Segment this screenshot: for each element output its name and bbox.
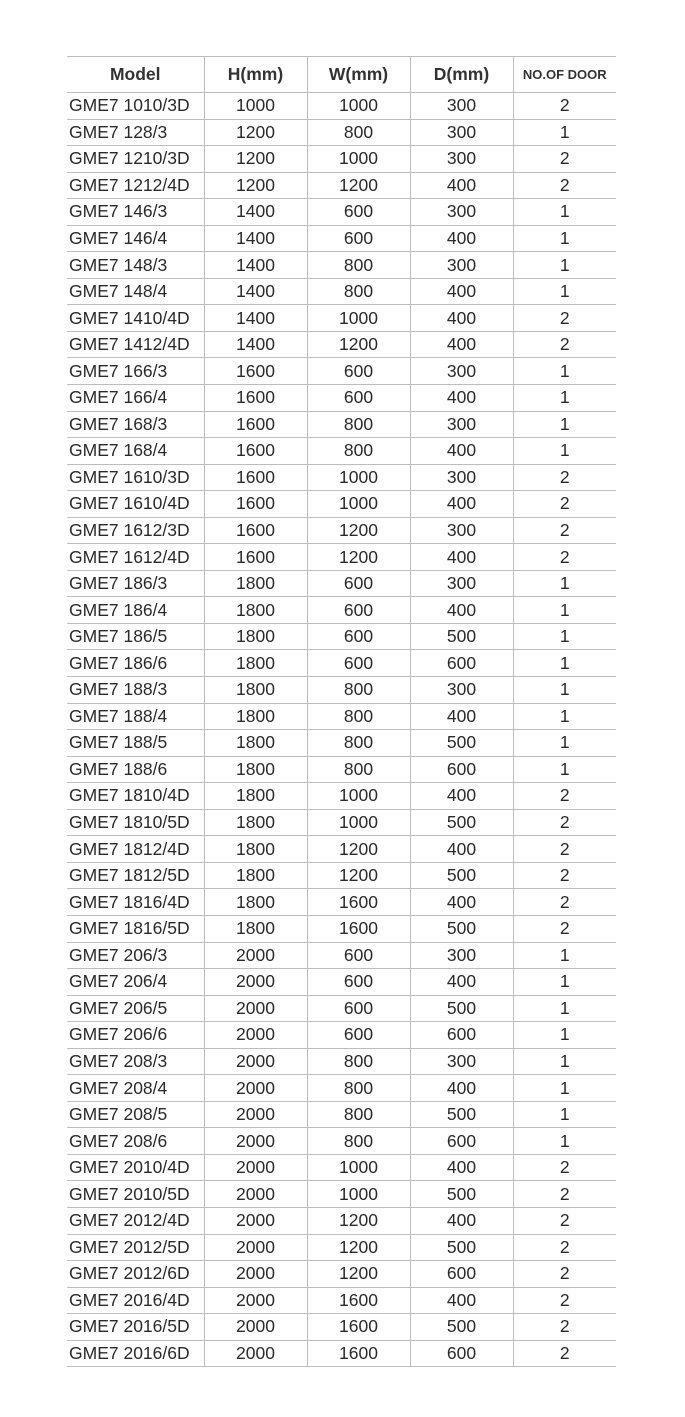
height-cell: 2000 [204, 1022, 307, 1049]
depth-cell: 400 [410, 889, 513, 916]
model-cell: GME7 188/3 [67, 677, 204, 704]
depth-cell: 300 [410, 358, 513, 385]
door-count-cell: 2 [513, 1287, 616, 1314]
depth-cell: 300 [410, 677, 513, 704]
height-cell: 2000 [204, 1261, 307, 1288]
door-count-cell: 1 [513, 703, 616, 730]
table-row [67, 411, 616, 438]
width-cell: 800 [307, 278, 410, 305]
width-cell: 1200 [307, 1261, 410, 1288]
model-cell: GME7 148/4 [67, 278, 204, 305]
door-count-cell: 2 [513, 464, 616, 491]
table-row [67, 305, 616, 332]
table-row [67, 995, 616, 1022]
model-cell: GME7 1612/3D [67, 517, 204, 544]
width-cell: 1200 [307, 172, 410, 199]
height-cell: 1200 [204, 146, 307, 173]
depth-cell: 400 [410, 1207, 513, 1234]
width-cell: 600 [307, 942, 410, 969]
model-cell: GME7 1816/5D [67, 915, 204, 942]
depth-cell: 400 [410, 969, 513, 996]
table-row [67, 544, 616, 571]
width-cell: 800 [307, 677, 410, 704]
width-cell: 800 [307, 1075, 410, 1102]
table-row [67, 942, 616, 969]
table-row [67, 836, 616, 863]
height-cell: 1200 [204, 119, 307, 146]
door-count-cell: 2 [513, 836, 616, 863]
door-count-cell: 1 [513, 358, 616, 385]
depth-cell: 300 [410, 199, 513, 226]
table-row [67, 491, 616, 518]
depth-cell: 500 [410, 1101, 513, 1128]
door-count-cell: 2 [513, 491, 616, 518]
door-count-cell: 1 [513, 942, 616, 969]
height-cell: 1800 [204, 650, 307, 677]
height-cell: 1800 [204, 862, 307, 889]
table-row [67, 93, 616, 120]
model-cell: GME7 1810/4D [67, 783, 204, 810]
width-cell: 800 [307, 1128, 410, 1155]
model-cell: GME7 1212/4D [67, 172, 204, 199]
model-cell: GME7 1410/4D [67, 305, 204, 332]
model-cell: GME7 2012/4D [67, 1207, 204, 1234]
depth-cell: 400 [410, 836, 513, 863]
model-cell: GME7 2010/5D [67, 1181, 204, 1208]
height-cell: 2000 [204, 1340, 307, 1367]
table-row [67, 1261, 616, 1288]
model-cell: GME7 1816/4D [67, 889, 204, 916]
table-row [67, 1287, 616, 1314]
depth-cell: 300 [410, 517, 513, 544]
door-count-cell: 1 [513, 1101, 616, 1128]
depth-cell: 300 [410, 570, 513, 597]
height-cell: 2000 [204, 942, 307, 969]
table-row [67, 331, 616, 358]
width-cell: 600 [307, 358, 410, 385]
depth-cell: 300 [410, 93, 513, 120]
door-count-cell: 1 [513, 570, 616, 597]
height-cell: 2000 [204, 1234, 307, 1261]
door-count-cell: 2 [513, 1340, 616, 1367]
header-depth: D(mm) [410, 57, 513, 93]
width-cell: 1000 [307, 305, 410, 332]
depth-cell: 600 [410, 1128, 513, 1155]
model-cell: GME7 2016/5D [67, 1314, 204, 1341]
model-cell: GME7 146/3 [67, 199, 204, 226]
height-cell: 1400 [204, 278, 307, 305]
table-row [67, 650, 616, 677]
header-row [67, 57, 616, 93]
table-row [67, 119, 616, 146]
door-count-cell: 1 [513, 411, 616, 438]
depth-cell: 400 [410, 783, 513, 810]
door-count-cell: 1 [513, 597, 616, 624]
width-cell: 1000 [307, 491, 410, 518]
depth-cell: 300 [410, 411, 513, 438]
door-count-cell: 2 [513, 1234, 616, 1261]
header-door-count: NO.OF DOOR [513, 57, 616, 93]
door-count-cell: 2 [513, 93, 616, 120]
door-count-cell: 1 [513, 385, 616, 412]
table-row [67, 597, 616, 624]
depth-cell: 500 [410, 730, 513, 757]
width-cell: 600 [307, 623, 410, 650]
model-cell: GME7 188/5 [67, 730, 204, 757]
width-cell: 1000 [307, 146, 410, 173]
table-row [67, 1101, 616, 1128]
height-cell: 1800 [204, 783, 307, 810]
model-cell: GME7 1610/4D [67, 491, 204, 518]
door-count-cell: 1 [513, 119, 616, 146]
height-cell: 1800 [204, 836, 307, 863]
width-cell: 800 [307, 1101, 410, 1128]
table-row [67, 623, 616, 650]
width-cell: 1000 [307, 464, 410, 491]
table-row [67, 889, 616, 916]
height-cell: 1600 [204, 544, 307, 571]
depth-cell: 500 [410, 995, 513, 1022]
door-count-cell: 1 [513, 1022, 616, 1049]
height-cell: 1400 [204, 331, 307, 358]
depth-cell: 400 [410, 305, 513, 332]
model-cell: GME7 166/3 [67, 358, 204, 385]
height-cell: 1600 [204, 517, 307, 544]
model-cell: GME7 148/3 [67, 252, 204, 279]
model-cell: GME7 188/4 [67, 703, 204, 730]
door-count-cell: 2 [513, 1261, 616, 1288]
height-cell: 2000 [204, 1207, 307, 1234]
depth-cell: 400 [410, 1154, 513, 1181]
height-cell: 2000 [204, 1287, 307, 1314]
table-row [67, 783, 616, 810]
table-row [67, 438, 616, 465]
depth-cell: 600 [410, 1022, 513, 1049]
door-count-cell: 1 [513, 1048, 616, 1075]
door-count-cell: 1 [513, 623, 616, 650]
depth-cell: 300 [410, 1048, 513, 1075]
table-row [67, 172, 616, 199]
spec-table [67, 56, 616, 1367]
depth-cell: 400 [410, 278, 513, 305]
door-count-cell: 1 [513, 438, 616, 465]
model-cell: GME7 2016/6D [67, 1340, 204, 1367]
model-cell: GME7 2010/4D [67, 1154, 204, 1181]
width-cell: 1000 [307, 1181, 410, 1208]
width-cell: 1200 [307, 836, 410, 863]
depth-cell: 400 [410, 438, 513, 465]
height-cell: 1800 [204, 809, 307, 836]
width-cell: 1200 [307, 1207, 410, 1234]
height-cell: 1800 [204, 597, 307, 624]
table-row [67, 1128, 616, 1155]
height-cell: 1800 [204, 570, 307, 597]
model-cell: GME7 186/6 [67, 650, 204, 677]
height-cell: 2000 [204, 969, 307, 996]
depth-cell: 400 [410, 1287, 513, 1314]
header-width: W(mm) [307, 57, 410, 93]
depth-cell: 400 [410, 225, 513, 252]
width-cell: 600 [307, 570, 410, 597]
model-cell: GME7 1812/4D [67, 836, 204, 863]
depth-cell: 300 [410, 146, 513, 173]
door-count-cell: 2 [513, 331, 616, 358]
height-cell: 1800 [204, 623, 307, 650]
table-row [67, 570, 616, 597]
height-cell: 2000 [204, 1075, 307, 1102]
table-row [67, 146, 616, 173]
height-cell: 1400 [204, 252, 307, 279]
model-cell: GME7 1210/3D [67, 146, 204, 173]
model-cell: GME7 128/3 [67, 119, 204, 146]
door-count-cell: 2 [513, 889, 616, 916]
model-cell: GME7 1612/4D [67, 544, 204, 571]
door-count-cell: 1 [513, 1075, 616, 1102]
table-row [67, 809, 616, 836]
table-header [67, 57, 616, 93]
width-cell: 600 [307, 225, 410, 252]
width-cell: 600 [307, 597, 410, 624]
table-row [67, 1048, 616, 1075]
width-cell: 600 [307, 650, 410, 677]
door-count-cell: 1 [513, 677, 616, 704]
table-row [67, 1207, 616, 1234]
depth-cell: 500 [410, 1181, 513, 1208]
table-row [67, 1075, 616, 1102]
door-count-cell: 1 [513, 969, 616, 996]
width-cell: 1600 [307, 889, 410, 916]
table-body [67, 93, 616, 1367]
model-cell: GME7 206/5 [67, 995, 204, 1022]
width-cell: 1200 [307, 1234, 410, 1261]
height-cell: 2000 [204, 1154, 307, 1181]
depth-cell: 400 [410, 172, 513, 199]
width-cell: 1200 [307, 517, 410, 544]
height-cell: 1800 [204, 703, 307, 730]
model-cell: GME7 206/6 [67, 1022, 204, 1049]
depth-cell: 400 [410, 385, 513, 412]
width-cell: 800 [307, 730, 410, 757]
depth-cell: 500 [410, 809, 513, 836]
model-cell: GME7 168/3 [67, 411, 204, 438]
door-count-cell: 2 [513, 1154, 616, 1181]
width-cell: 1000 [307, 809, 410, 836]
width-cell: 800 [307, 1048, 410, 1075]
depth-cell: 300 [410, 119, 513, 146]
table-row [67, 464, 616, 491]
model-cell: GME7 208/6 [67, 1128, 204, 1155]
model-cell: GME7 208/3 [67, 1048, 204, 1075]
depth-cell: 500 [410, 1234, 513, 1261]
depth-cell: 300 [410, 464, 513, 491]
model-cell: GME7 166/4 [67, 385, 204, 412]
height-cell: 1000 [204, 93, 307, 120]
header-model: Model [67, 57, 204, 93]
height-cell: 2000 [204, 1181, 307, 1208]
table-row [67, 703, 616, 730]
depth-cell: 400 [410, 491, 513, 518]
height-cell: 1800 [204, 889, 307, 916]
height-cell: 2000 [204, 1101, 307, 1128]
height-cell: 2000 [204, 1048, 307, 1075]
width-cell: 800 [307, 703, 410, 730]
depth-cell: 600 [410, 650, 513, 677]
table-row [67, 730, 616, 757]
door-count-cell: 2 [513, 783, 616, 810]
door-count-cell: 1 [513, 730, 616, 757]
table-row [67, 756, 616, 783]
model-cell: GME7 2012/6D [67, 1261, 204, 1288]
depth-cell: 500 [410, 623, 513, 650]
width-cell: 1200 [307, 544, 410, 571]
door-count-cell: 2 [513, 517, 616, 544]
door-count-cell: 1 [513, 650, 616, 677]
model-cell: GME7 1412/4D [67, 331, 204, 358]
model-cell: GME7 186/3 [67, 570, 204, 597]
model-cell: GME7 146/4 [67, 225, 204, 252]
model-cell: GME7 168/4 [67, 438, 204, 465]
height-cell: 1800 [204, 730, 307, 757]
depth-cell: 400 [410, 544, 513, 571]
door-count-cell: 2 [513, 1181, 616, 1208]
depth-cell: 300 [410, 942, 513, 969]
depth-cell: 400 [410, 597, 513, 624]
width-cell: 600 [307, 1022, 410, 1049]
width-cell: 1600 [307, 915, 410, 942]
table-row [67, 915, 616, 942]
depth-cell: 500 [410, 915, 513, 942]
model-cell: GME7 2012/5D [67, 1234, 204, 1261]
height-cell: 2000 [204, 1128, 307, 1155]
door-count-cell: 1 [513, 995, 616, 1022]
width-cell: 600 [307, 385, 410, 412]
table-row [67, 358, 616, 385]
depth-cell: 300 [410, 252, 513, 279]
width-cell: 600 [307, 199, 410, 226]
width-cell: 1000 [307, 1154, 410, 1181]
model-cell: GME7 206/4 [67, 969, 204, 996]
table-row [67, 677, 616, 704]
model-cell: GME7 1812/5D [67, 862, 204, 889]
depth-cell: 400 [410, 331, 513, 358]
depth-cell: 500 [410, 1314, 513, 1341]
width-cell: 1000 [307, 93, 410, 120]
table-row [67, 862, 616, 889]
height-cell: 1400 [204, 305, 307, 332]
door-count-cell: 2 [513, 809, 616, 836]
height-cell: 1600 [204, 464, 307, 491]
door-count-cell: 1 [513, 225, 616, 252]
table-row [67, 225, 616, 252]
table-row [67, 199, 616, 226]
width-cell: 1200 [307, 862, 410, 889]
depth-cell: 600 [410, 1261, 513, 1288]
model-cell: GME7 188/6 [67, 756, 204, 783]
width-cell: 800 [307, 756, 410, 783]
width-cell: 1600 [307, 1287, 410, 1314]
height-cell: 1600 [204, 438, 307, 465]
width-cell: 800 [307, 252, 410, 279]
depth-cell: 500 [410, 862, 513, 889]
height-cell: 1400 [204, 199, 307, 226]
height-cell: 1800 [204, 756, 307, 783]
height-cell: 1600 [204, 385, 307, 412]
table-row [67, 252, 616, 279]
model-cell: GME7 1810/5D [67, 809, 204, 836]
door-count-cell: 1 [513, 252, 616, 279]
width-cell: 600 [307, 995, 410, 1022]
width-cell: 800 [307, 438, 410, 465]
depth-cell: 600 [410, 756, 513, 783]
height-cell: 1800 [204, 915, 307, 942]
width-cell: 800 [307, 119, 410, 146]
height-cell: 1600 [204, 358, 307, 385]
table-row [67, 385, 616, 412]
height-cell: 1800 [204, 677, 307, 704]
depth-cell: 400 [410, 1075, 513, 1102]
door-count-cell: 1 [513, 199, 616, 226]
width-cell: 1000 [307, 783, 410, 810]
model-cell: GME7 186/5 [67, 623, 204, 650]
door-count-cell: 1 [513, 1128, 616, 1155]
depth-cell: 400 [410, 703, 513, 730]
table-row [67, 1181, 616, 1208]
height-cell: 2000 [204, 995, 307, 1022]
door-count-cell: 2 [513, 305, 616, 332]
width-cell: 1600 [307, 1340, 410, 1367]
model-cell: GME7 206/3 [67, 942, 204, 969]
door-count-cell: 1 [513, 756, 616, 783]
door-count-cell: 2 [513, 544, 616, 571]
door-count-cell: 2 [513, 915, 616, 942]
width-cell: 800 [307, 411, 410, 438]
model-cell: GME7 1010/3D [67, 93, 204, 120]
table-row [67, 278, 616, 305]
depth-cell: 600 [410, 1340, 513, 1367]
door-count-cell: 2 [513, 146, 616, 173]
height-cell: 1200 [204, 172, 307, 199]
height-cell: 1400 [204, 225, 307, 252]
model-cell: GME7 1610/3D [67, 464, 204, 491]
table-row [67, 1154, 616, 1181]
width-cell: 600 [307, 969, 410, 996]
model-cell: GME7 2016/4D [67, 1287, 204, 1314]
model-cell: GME7 208/4 [67, 1075, 204, 1102]
door-count-cell: 2 [513, 862, 616, 889]
table-row [67, 517, 616, 544]
door-count-cell: 2 [513, 1314, 616, 1341]
width-cell: 1600 [307, 1314, 410, 1341]
height-cell: 2000 [204, 1314, 307, 1341]
model-cell: GME7 208/5 [67, 1101, 204, 1128]
door-count-cell: 1 [513, 278, 616, 305]
table-row [67, 1340, 616, 1367]
width-cell: 1200 [307, 331, 410, 358]
table-row [67, 1022, 616, 1049]
height-cell: 1600 [204, 491, 307, 518]
height-cell: 1600 [204, 411, 307, 438]
door-count-cell: 2 [513, 172, 616, 199]
header-height: H(mm) [204, 57, 307, 93]
table-row [67, 1314, 616, 1341]
model-cell: GME7 186/4 [67, 597, 204, 624]
table-row [67, 1234, 616, 1261]
table-row [67, 969, 616, 996]
door-count-cell: 2 [513, 1207, 616, 1234]
